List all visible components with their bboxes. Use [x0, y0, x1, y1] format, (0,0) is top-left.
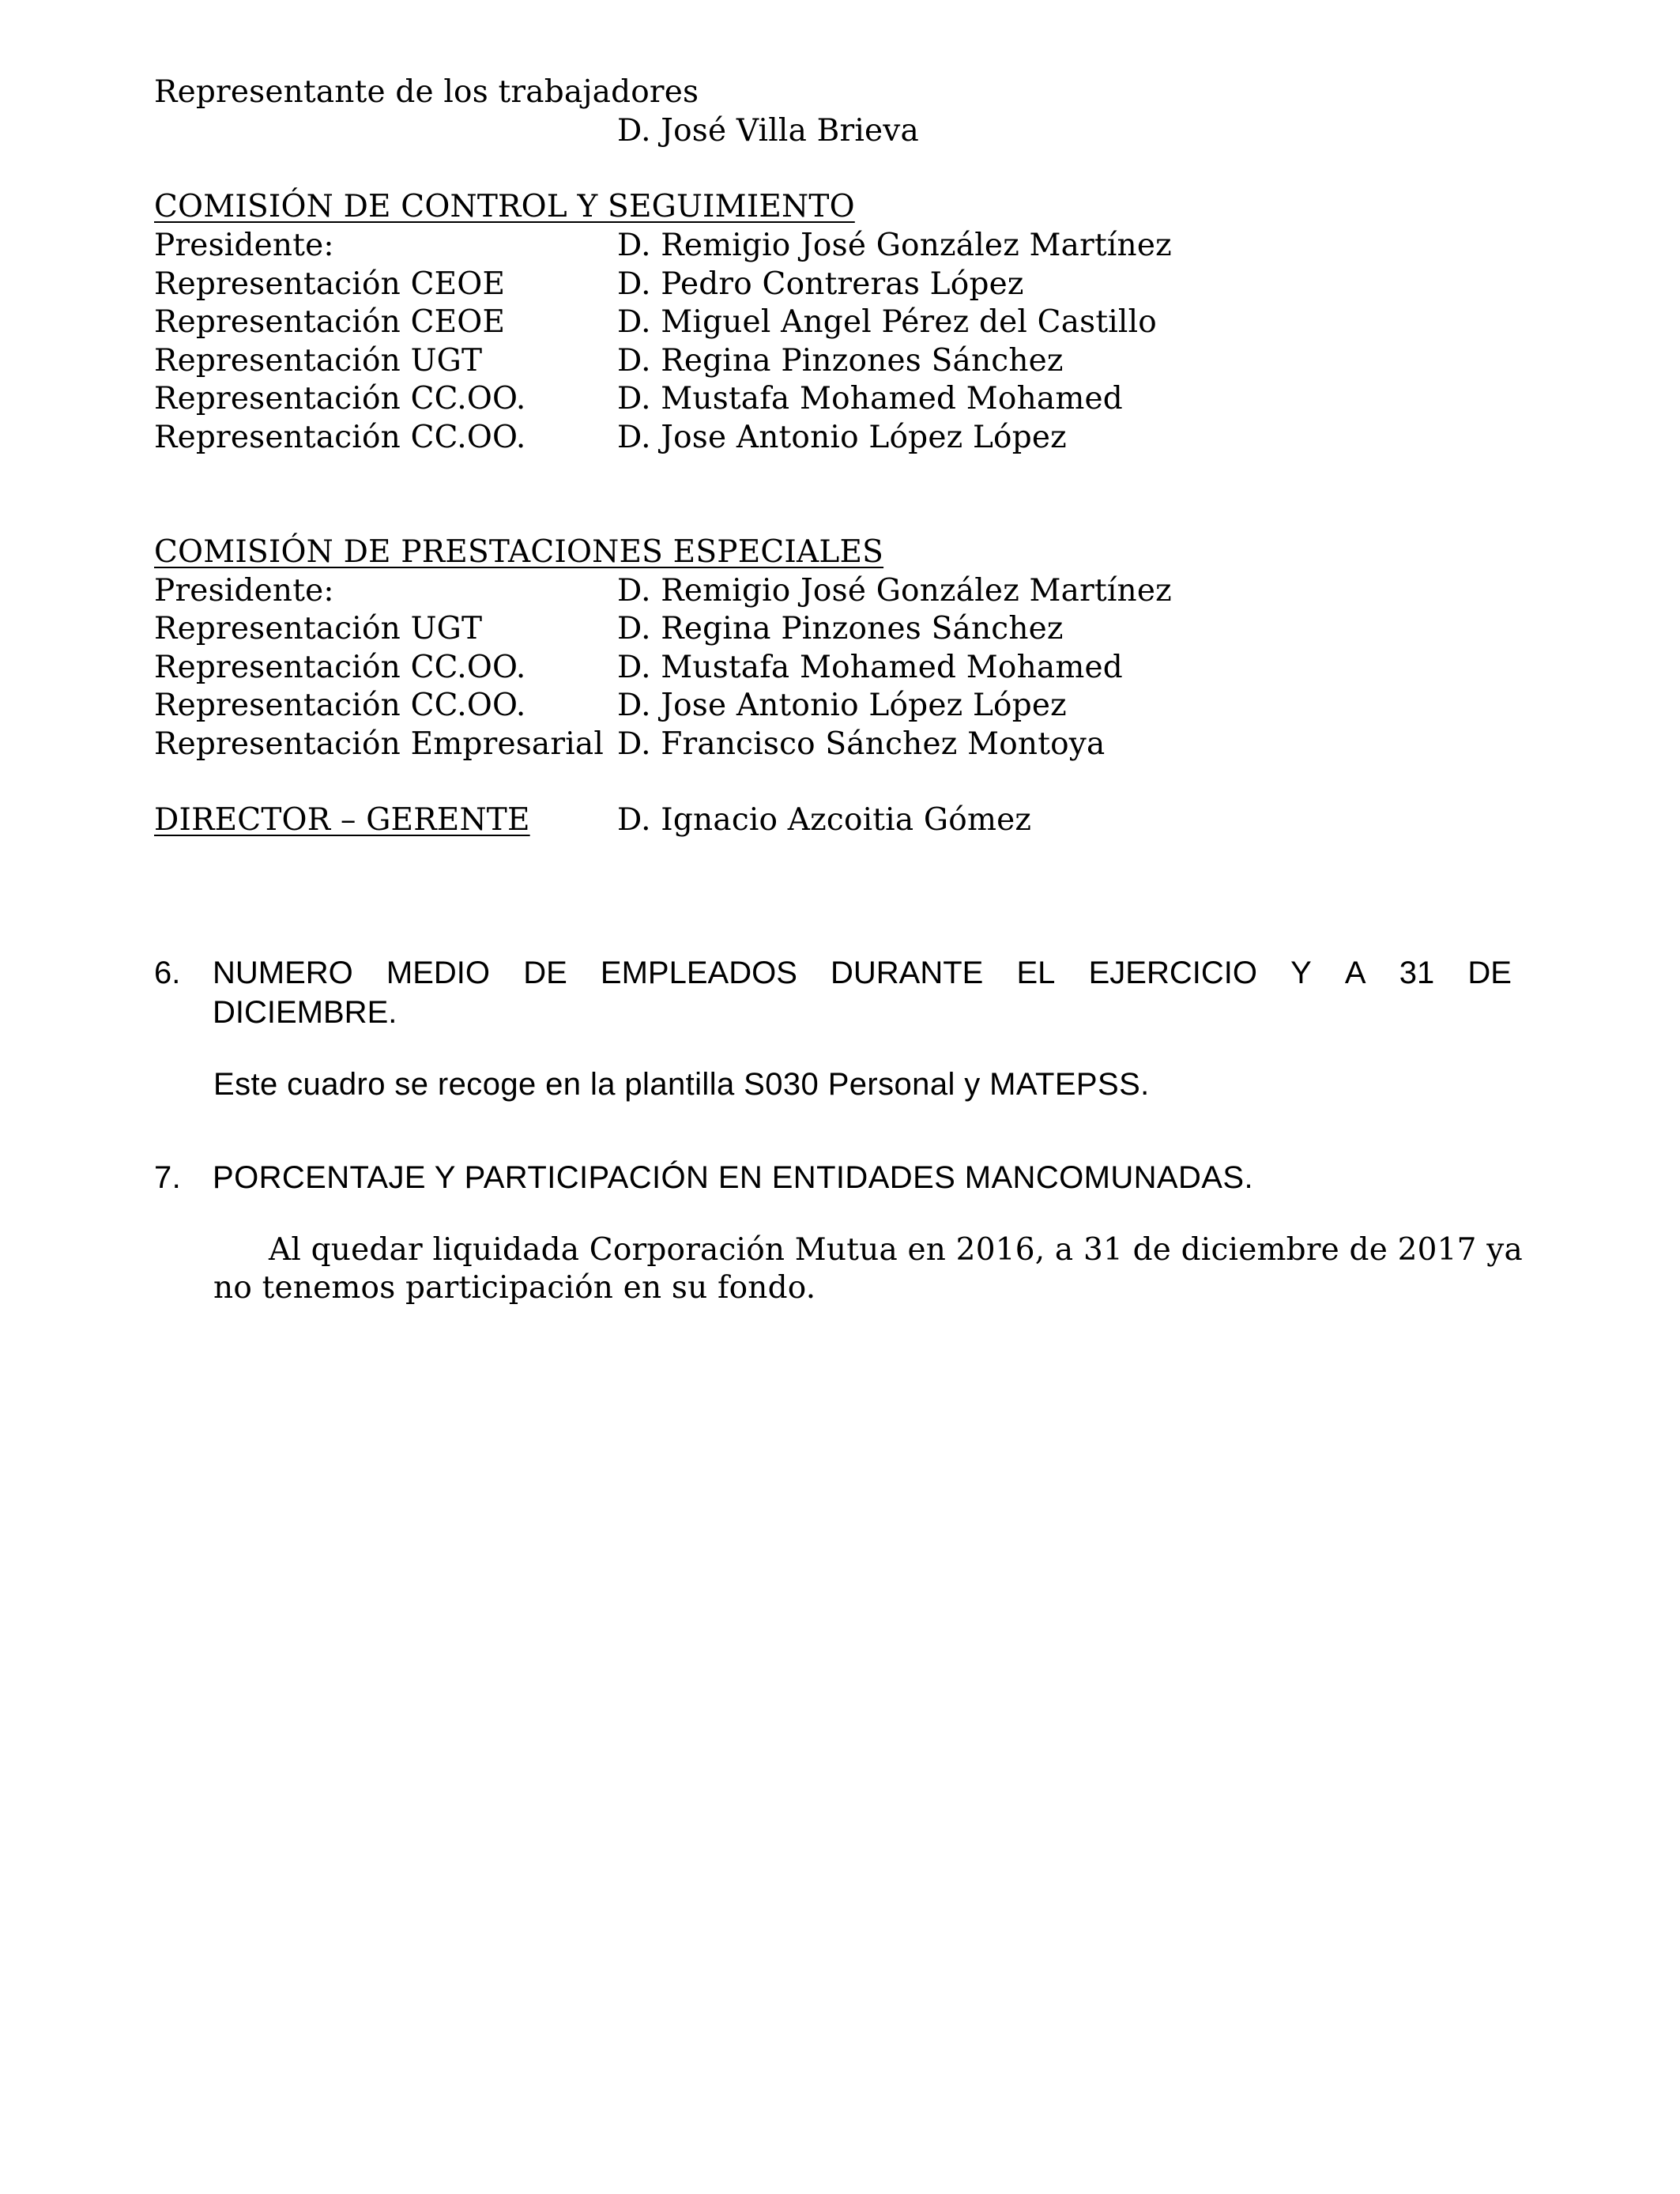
section-7-body-line1: Al quedar liquidada Corporación Mutua en 2016, a 31 de diciembre de 2017 ya — [269, 1232, 1523, 1268]
prestaciones-member: D. Jose Antonio López López — [617, 688, 1067, 723]
heading-word: EMPLEADOS — [600, 956, 797, 990]
prestaciones-member: D. Remigio José González Martínez — [617, 573, 1172, 609]
heading-word: NUMERO — [213, 956, 353, 990]
heading-word: EJERCICIO — [1088, 956, 1257, 990]
prestaciones-commission-title: COMISIÓN DE PRESTACIONES ESPECIALES — [154, 534, 884, 570]
control-member: D. Miguel Angel Pérez del Castillo — [617, 304, 1157, 340]
control-role: Representación UGT — [154, 343, 483, 379]
prestaciones-role: Representación Empresarial — [154, 726, 605, 762]
control-member: D. Pedro Contreras López — [617, 266, 1024, 302]
section-6-heading-line2: DICIEMBRE. — [213, 995, 397, 1030]
prestaciones-role: Representación UGT — [154, 611, 483, 647]
heading-word: Y — [1290, 956, 1312, 990]
prestaciones-role: Representación CC.OO. — [154, 688, 526, 723]
director-title: DIRECTOR – GERENTE — [154, 802, 530, 838]
representative-label: Representante de los trabajadores — [154, 74, 699, 110]
section-7-title: PORCENTAJE Y PARTICIPACIÓN EN ENTIDADES MANCOMUNADAS. — [213, 1160, 1253, 1195]
prestaciones-member: D. Francisco Sánchez Montoya — [617, 726, 1106, 762]
prestaciones-member: D. Regina Pinzones Sánchez — [617, 611, 1064, 647]
control-role: Presidente: — [154, 228, 334, 263]
section-7-number: 7. — [154, 1160, 182, 1195]
heading-word: EL — [1016, 956, 1056, 990]
heading-word: 31 — [1399, 956, 1435, 990]
control-role: Representación CC.OO. — [154, 381, 526, 417]
heading-word: DE — [1467, 956, 1512, 990]
control-member: D. Mustafa Mohamed Mohamed — [617, 381, 1123, 417]
prestaciones-role: Representación CC.OO. — [154, 650, 526, 685]
section-6-body: Este cuadro se recoge en la plantilla S030 Personal y MATEPSS. — [213, 1067, 1150, 1102]
control-member: D. Jose Antonio López López — [617, 420, 1067, 455]
control-member: D. Regina Pinzones Sánchez — [617, 343, 1064, 379]
prestaciones-role: Presidente: — [154, 573, 334, 609]
representative-name: D. José Villa Brieva — [617, 113, 919, 149]
heading-word: DURANTE — [831, 956, 984, 990]
section-7-body-line2: no tenemos participación en su fondo. — [213, 1270, 816, 1306]
control-role: Representación CEOE — [154, 266, 506, 302]
heading-word: DE — [523, 956, 567, 990]
director-name: D. Ignacio Azcoitia Gómez — [617, 802, 1032, 838]
control-commission-title: COMISIÓN DE CONTROL Y SEGUIMIENTO — [154, 189, 855, 224]
prestaciones-member: D. Mustafa Mohamed Mohamed — [617, 650, 1123, 685]
control-role: Representación CC.OO. — [154, 420, 526, 455]
control-member: D. Remigio José González Martínez — [617, 228, 1172, 263]
control-role: Representación CEOE — [154, 304, 506, 340]
section-6-number: 6. — [154, 956, 181, 990]
heading-word: MEDIO — [386, 956, 491, 990]
section-6-heading-line1 — [213, 953, 1512, 993]
heading-word: A — [1344, 956, 1366, 990]
